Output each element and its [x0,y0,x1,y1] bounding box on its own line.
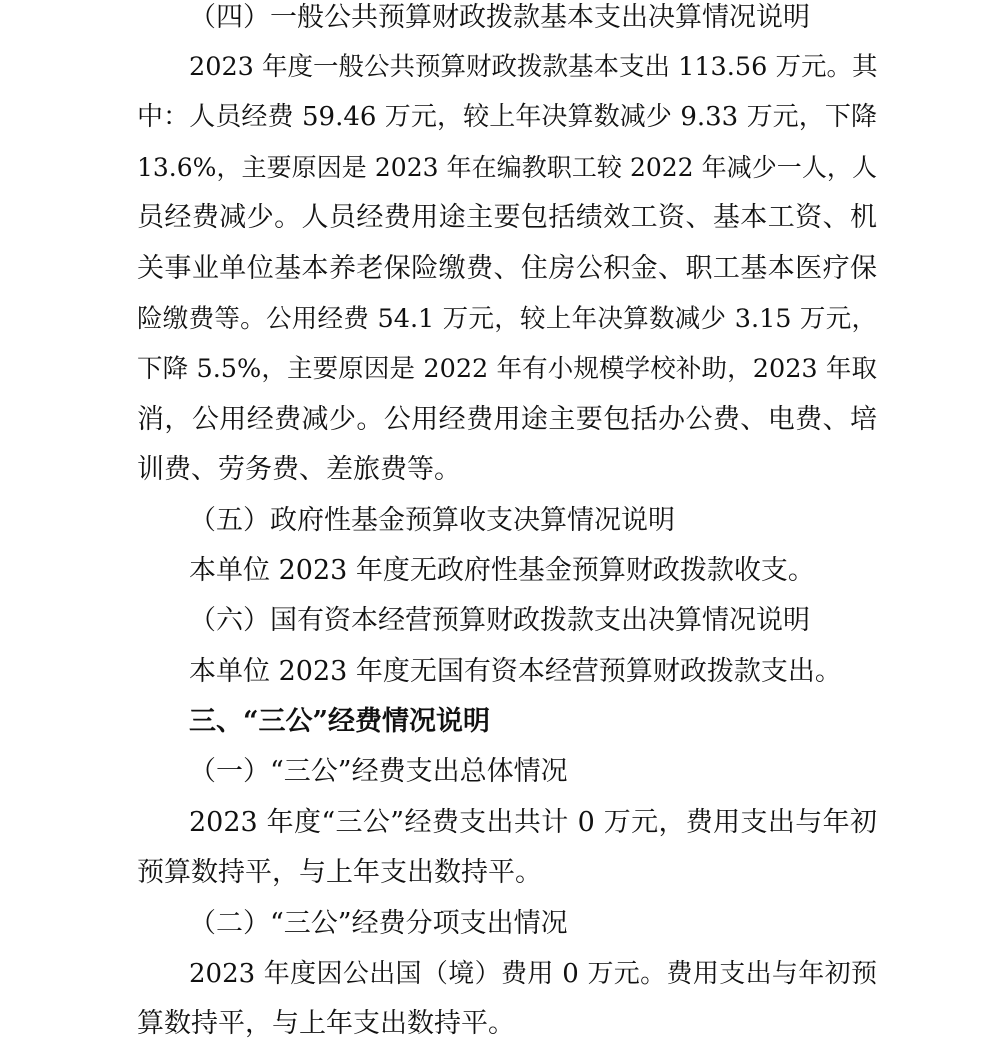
paragraph-line: 训费、劳务费、差旅费等。 [137,454,461,486]
paragraph-line: 13.6%，主要原因是 2023 年在编教职工较 2022 年减少一人，人 [137,152,877,182]
paragraph-line: 本单位 2023 年度无政府性基金预算财政拨款收支。 [189,554,815,586]
paragraph-line: 2023 年度“三公”经费支出共计 0 万元，费用支出与年初 [189,806,877,838]
paragraph-line: 预算数持平，与上年支出数持平。 [137,857,542,889]
paragraph-line: 下降 5.5%，主要原因是 2022 年有小规模学校补助，2023 年取 [137,354,877,385]
document-page [137,0,877,1050]
paragraph-line: 关事业单位基本养老保险缴费、住房公积金、职工基本医疗保 [137,252,877,284]
heading-section-6: （六）国有资本经营预算财政拨款支出决算情况说明 [189,605,810,637]
paragraph-line: 险缴费等。公用经费 54.1 万元，较上年决算数减少 3.15 万元， [137,303,877,334]
heading-section-4: （四）一般公共预算财政拨款基本支出决算情况说明 [189,2,810,33]
paragraph-line: 2023 年度因公出国（境）费用 0 万元。费用支出与年初预 [189,959,877,990]
heading-part-3: 三、“三公”经费情况说明 [189,706,491,738]
paragraph-line: 算数持平，与上年支出数持平。 [137,1008,515,1040]
heading-section-5: （五）政府性基金预算收支决算情况说明 [189,504,675,536]
paragraph-line: 员经费减少。人员经费用途主要包括绩效工资、基本工资、机 [137,202,877,234]
heading-subsection-1: （一）“三公”经费支出总体情况 [189,756,568,788]
paragraph-line: 中：人员经费 59.46 万元，较上年决算数减少 9.33 万元，下降 [137,102,877,133]
paragraph-line: 2023 年度一般公共预算财政拨款基本支出 113.56 万元。其 [189,52,878,82]
paragraph-line: 本单位 2023 年度无国有资本经营预算财政拨款支出。 [189,655,842,687]
heading-subsection-2: （二）“三公”经费分项支出情况 [189,907,568,939]
paragraph-line: 消，公用经费减少。公用经费用途主要包括办公费、电费、培 [137,403,877,435]
